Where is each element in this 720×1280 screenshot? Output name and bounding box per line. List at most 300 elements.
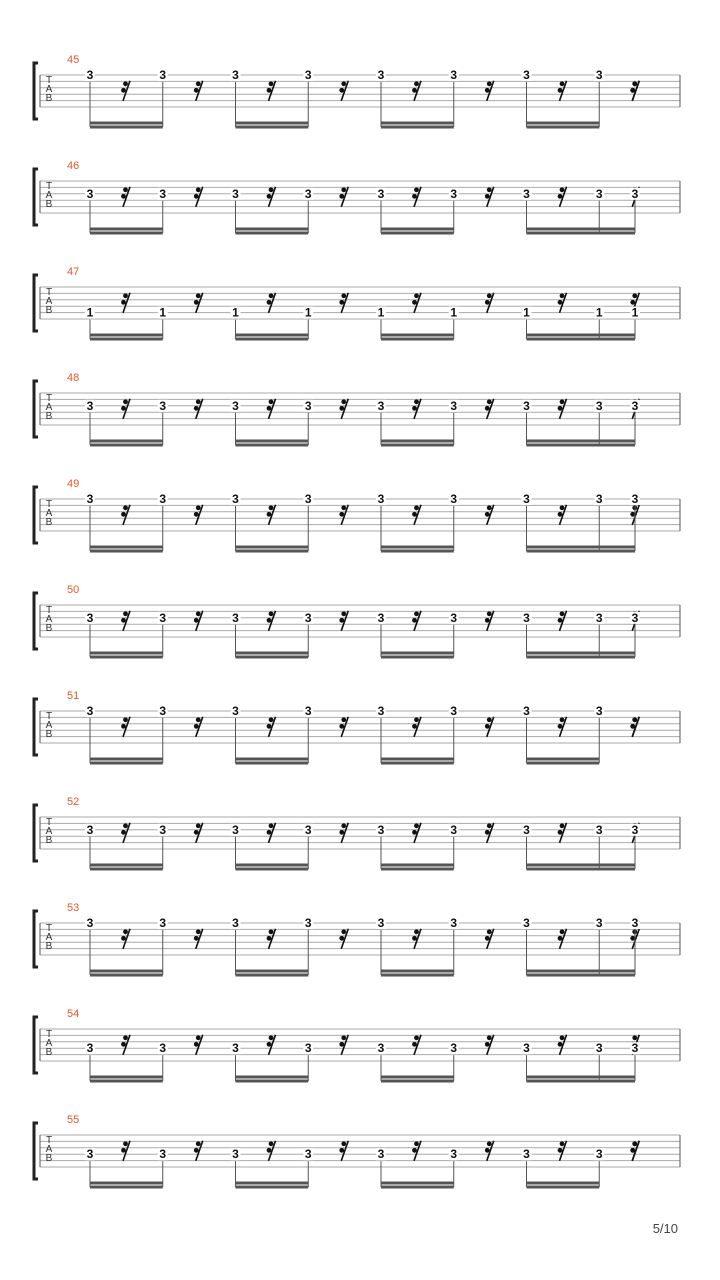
sixteenth-rest-dot (267, 936, 272, 941)
sixteenth-rest-dot (196, 187, 201, 192)
beam-secondary (90, 232, 163, 235)
fret-number: 3 (450, 398, 458, 413)
fret-number: 3 (450, 68, 458, 82)
sixteenth-rest-dot (196, 611, 201, 616)
fret-number: 3 (377, 492, 385, 506)
fret-number: 1 (523, 305, 530, 320)
sixteenth-rest-dot (487, 399, 492, 404)
beam-secondary (527, 1080, 636, 1083)
tab-clef-letter: A (45, 614, 53, 625)
measure-number: 51 (67, 690, 80, 702)
sixteenth-rest-dot (269, 293, 274, 298)
fret-number: 3 (377, 704, 385, 718)
beam-primary (236, 228, 309, 231)
sixteenth-rest-dot (412, 936, 417, 941)
tab-clef-letter: T (45, 181, 53, 192)
fret-number: 3 (86, 68, 94, 82)
system-bracket (34, 63, 38, 119)
sixteenth-rest-dot (123, 1035, 128, 1040)
beam-secondary (236, 762, 309, 765)
beam-secondary (236, 656, 309, 659)
sixteenth-rest-dot (487, 1035, 492, 1040)
beam-secondary (236, 444, 309, 447)
system-bracket (34, 1123, 38, 1179)
sixteenth-rest-dot (485, 724, 490, 729)
sixteenth-rest-dot (267, 724, 272, 729)
tab-clef-letter: A (45, 190, 53, 201)
sixteenth-rest-dot (412, 830, 417, 835)
sixteenth-rest-dot (558, 406, 563, 411)
beam-secondary (527, 656, 636, 659)
sixteenth-rest-dot (630, 1148, 635, 1153)
fret-number: 3 (595, 492, 603, 506)
measure-number: 55 (67, 1114, 80, 1126)
sixteenth-rest-dot (267, 830, 272, 835)
sixteenth-rest-dot (196, 823, 201, 828)
sixteenth-rest-dot (414, 823, 419, 828)
fret-number: 3 (159, 1041, 167, 1056)
beam-primary (527, 440, 636, 443)
fret-number: 3 (159, 68, 167, 82)
fret-number: 3 (595, 916, 603, 930)
beam-primary (90, 334, 163, 337)
tab-clef-letter: B (45, 93, 53, 104)
measure-number: 54 (67, 1008, 80, 1020)
tab-clef-letter: B (45, 835, 53, 846)
sixteenth-rest-dot (630, 300, 635, 305)
fret-number: 3 (304, 822, 312, 837)
fret-number: 3 (304, 916, 312, 930)
sixteenth-rest-dot (558, 830, 563, 835)
beam-primary (527, 122, 600, 125)
sixteenth-rest-dot (485, 88, 490, 93)
sixteenth-rest-dot (412, 88, 417, 93)
sixteenth-rest-dot (194, 936, 199, 941)
fret-number: 3 (450, 186, 458, 201)
beam-primary (236, 652, 309, 655)
sixteenth-rest-dot (632, 1035, 637, 1040)
system-bracket (34, 275, 38, 331)
beam-secondary (90, 444, 163, 447)
tab-clef-letter: T (45, 499, 53, 510)
tab-clef-letter: A (45, 826, 53, 837)
sixteenth-rest-dot (196, 81, 201, 86)
sixteenth-rest-dot (560, 505, 565, 510)
beam-secondary (527, 1186, 600, 1189)
measure-number: 48 (67, 372, 80, 384)
sixteenth-rest-dot (267, 88, 272, 93)
fret-number: 3 (232, 704, 239, 718)
beam-primary (381, 1076, 454, 1079)
beam-secondary (236, 974, 309, 977)
fret-number: 3 (377, 822, 385, 837)
beam-primary (527, 864, 636, 867)
fret-number: 3 (450, 822, 458, 837)
sixteenth-rest-dot (558, 300, 563, 305)
tab-clef-letter: B (45, 1153, 53, 1164)
sixteenth-rest-dot (341, 1035, 346, 1040)
sixteenth-rest-dot (414, 187, 419, 192)
sixteenth-rest-dot (341, 81, 346, 86)
sixteenth-rest-dot (560, 187, 565, 192)
sixteenth-rest-dot (194, 406, 199, 411)
beam-secondary (90, 1186, 163, 1189)
tab-clef-letter: T (45, 817, 53, 828)
sixteenth-rest-dot (560, 717, 565, 722)
fret-number: 3 (86, 492, 94, 506)
fret-number: 3 (86, 822, 94, 837)
measure-number: 47 (67, 266, 80, 278)
fret-number: 3 (159, 1147, 167, 1162)
beam-secondary (90, 974, 163, 977)
sixteenth-rest-dot (341, 717, 346, 722)
sixteenth-rest-dot (267, 300, 272, 305)
sixteenth-rest-dot (269, 1141, 274, 1146)
sixteenth-rest-dot (121, 724, 126, 729)
fret-number: 3 (159, 916, 167, 930)
sixteenth-rest-dot (269, 505, 274, 510)
tab-clef-letter: T (45, 605, 53, 616)
beam-primary (236, 122, 309, 125)
fret-number: 3 (631, 916, 639, 930)
fret-number: 3 (595, 704, 603, 718)
sixteenth-rest-dot (123, 823, 128, 828)
sixteenth-rest-dot (339, 830, 344, 835)
fret-number: 3 (86, 610, 94, 625)
sixteenth-rest-dot (269, 611, 274, 616)
sixteenth-rest-dot (121, 1042, 126, 1047)
fret-number: 3 (86, 186, 94, 201)
fret-number: 3 (159, 704, 167, 718)
fret-number: 3 (595, 186, 603, 201)
fret-number: 3 (631, 186, 639, 201)
fret-number: 3 (523, 1147, 530, 1162)
sixteenth-rest-dot (267, 512, 272, 517)
sixteenth-rest-dot (414, 1035, 419, 1040)
beam-primary (236, 864, 309, 867)
fret-number: 3 (631, 1041, 639, 1056)
fret-number: 3 (595, 68, 603, 82)
sixteenth-rest-dot (487, 187, 492, 192)
beam-primary (236, 546, 309, 549)
fret-number: 3 (631, 822, 639, 837)
fret-number: 3 (86, 1041, 94, 1056)
beam-secondary (236, 232, 309, 235)
beam-primary (90, 1076, 163, 1079)
system-bracket (34, 911, 38, 967)
beam-secondary (236, 1080, 309, 1083)
sixteenth-rest-dot (196, 1035, 201, 1040)
sixteenth-rest-dot (487, 81, 492, 86)
beam-secondary (90, 126, 163, 129)
sixteenth-rest-dot (412, 406, 417, 411)
system-bracket (34, 487, 38, 543)
tab-clef-letter: B (45, 517, 53, 528)
fret-number: 3 (450, 1147, 458, 1162)
sixteenth-rest-dot (339, 300, 344, 305)
fret-number: 1 (631, 305, 639, 320)
sixteenth-rest-dot (339, 618, 344, 623)
sixteenth-rest-dot (341, 399, 346, 404)
fret-number: 3 (523, 492, 530, 506)
measure-number: 49 (67, 478, 80, 490)
beam-primary (236, 440, 309, 443)
sixteenth-rest-dot (414, 81, 419, 86)
tab-clef-letter: T (45, 393, 53, 404)
sixteenth-rest-dot (632, 81, 637, 86)
fret-number: 3 (631, 610, 639, 625)
sixteenth-rest-dot (487, 717, 492, 722)
fret-number: 3 (377, 916, 385, 930)
fret-number: 3 (450, 916, 458, 930)
sixteenth-rest-dot (558, 512, 563, 517)
sixteenth-rest-dot (414, 293, 419, 298)
sixteenth-rest-dot (412, 194, 417, 199)
beam-secondary (90, 338, 163, 341)
beam-secondary (527, 232, 636, 235)
sixteenth-rest-dot (267, 1148, 272, 1153)
sixteenth-rest-dot (123, 929, 128, 934)
sixteenth-rest-dot (485, 1042, 490, 1047)
beam-primary (381, 440, 454, 443)
fret-number: 3 (159, 398, 167, 413)
beam-secondary (381, 762, 454, 765)
fret-number: 3 (523, 916, 530, 930)
fret-number: 1 (304, 305, 312, 320)
sixteenth-rest-dot (123, 399, 128, 404)
tab-clef-letter: B (45, 729, 53, 740)
beam-primary (236, 970, 309, 973)
sixteenth-rest-dot (196, 293, 201, 298)
tab-clef-letter: A (45, 402, 53, 413)
sixteenth-rest-dot (196, 399, 201, 404)
measure-number: 50 (67, 584, 80, 596)
sixteenth-rest-dot (123, 1141, 128, 1146)
beam-secondary (381, 1186, 454, 1189)
beam-secondary (90, 762, 163, 765)
beam-primary (90, 1182, 163, 1185)
fret-number: 3 (377, 68, 385, 82)
sixteenth-rest-dot (194, 88, 199, 93)
beam-primary (527, 334, 636, 337)
sixteenth-rest-dot (196, 1141, 201, 1146)
sixteenth-rest-dot (121, 406, 126, 411)
system-bracket (34, 1017, 38, 1073)
beam-secondary (90, 550, 163, 553)
tab-clef-letter: A (45, 720, 53, 731)
tab-clef-letter: T (45, 1029, 53, 1040)
fret-number: 3 (304, 610, 312, 625)
fret-number: 1 (86, 305, 94, 320)
sixteenth-rest-dot (196, 929, 201, 934)
sixteenth-rest-dot (412, 618, 417, 623)
beam-primary (381, 546, 454, 549)
sixteenth-rest-dot (485, 194, 490, 199)
tab-clef-letter: T (45, 1135, 53, 1146)
tab-clef-letter: T (45, 711, 53, 722)
sixteenth-rest-dot (121, 830, 126, 835)
sixteenth-rest-dot (414, 399, 419, 404)
sixteenth-rest-dot (414, 611, 419, 616)
fret-number: 3 (450, 704, 458, 718)
beam-primary (381, 758, 454, 761)
beam-primary (381, 228, 454, 231)
beam-primary (381, 1182, 454, 1185)
beam-primary (90, 758, 163, 761)
measure-number: 46 (67, 160, 80, 172)
sixteenth-rest-dot (269, 399, 274, 404)
beam-secondary (527, 338, 636, 341)
sixteenth-rest-dot (341, 187, 346, 192)
tab-clef-letter: T (45, 287, 53, 298)
sixteenth-rest-dot (339, 1148, 344, 1153)
sixteenth-rest-dot (123, 505, 128, 510)
measure-number: 52 (67, 796, 80, 808)
sixteenth-rest-dot (487, 1141, 492, 1146)
sixteenth-rest-dot (123, 717, 128, 722)
fret-number: 3 (232, 68, 239, 82)
beam-primary (527, 1076, 636, 1079)
sixteenth-rest-dot (485, 618, 490, 623)
beam-secondary (236, 126, 309, 129)
sixteenth-rest-dot (341, 505, 346, 510)
beam-secondary (527, 868, 636, 871)
beam-secondary (527, 974, 636, 977)
beam-secondary (236, 338, 309, 341)
sixteenth-rest-dot (487, 505, 492, 510)
fret-number: 3 (304, 704, 312, 718)
fret-number: 3 (232, 916, 239, 930)
sixteenth-rest-dot (632, 293, 637, 298)
sixteenth-rest-dot (194, 830, 199, 835)
sixteenth-rest-dot (630, 88, 635, 93)
beam-primary (90, 546, 163, 549)
sixteenth-rest-dot (630, 936, 635, 941)
beam-primary (381, 970, 454, 973)
sixteenth-rest-dot (341, 823, 346, 828)
fret-number: 3 (304, 1147, 312, 1162)
beam-primary (527, 546, 636, 549)
beam-primary (90, 652, 163, 655)
beam-secondary (527, 550, 636, 553)
fret-number: 3 (523, 68, 530, 82)
beam-secondary (381, 232, 454, 235)
beam-secondary (236, 550, 309, 553)
sixteenth-rest-dot (560, 823, 565, 828)
beam-primary (236, 334, 309, 337)
fret-number: 3 (595, 1147, 603, 1162)
fret-number: 3 (232, 822, 239, 837)
beam-primary (236, 1076, 309, 1079)
sixteenth-rest-dot (339, 1042, 344, 1047)
sixteenth-rest-dot (630, 512, 635, 517)
fret-number: 3 (523, 186, 530, 201)
fret-number: 3 (377, 186, 385, 201)
sixteenth-rest-dot (267, 406, 272, 411)
sixteenth-rest-dot (560, 81, 565, 86)
sixteenth-rest-dot (269, 187, 274, 192)
tab-clef-letter: A (45, 84, 53, 95)
fret-number: 3 (523, 398, 530, 413)
beam-primary (527, 652, 636, 655)
tab-clef-letter: B (45, 305, 53, 316)
sixteenth-rest-dot (339, 88, 344, 93)
fret-number: 3 (304, 492, 312, 506)
sixteenth-rest-dot (485, 936, 490, 941)
beam-secondary (381, 550, 454, 553)
fret-number: 3 (450, 610, 458, 625)
sixteenth-rest-dot (121, 512, 126, 517)
fret-number: 3 (523, 610, 530, 625)
beam-primary (236, 758, 309, 761)
beam-primary (527, 1182, 600, 1185)
fret-number: 3 (450, 1041, 458, 1056)
tab-clef-letter: T (45, 75, 53, 86)
sixteenth-rest-dot (196, 505, 201, 510)
sixteenth-rest-dot (339, 512, 344, 517)
sixteenth-rest-dot (121, 88, 126, 93)
system-bracket (34, 169, 38, 225)
tab-clef-letter: B (45, 411, 53, 422)
sixteenth-rest-dot (487, 823, 492, 828)
sixteenth-rest-dot (194, 1042, 199, 1047)
sixteenth-rest-dot (412, 1042, 417, 1047)
sixteenth-rest-dot (341, 293, 346, 298)
system-bracket (34, 805, 38, 861)
sixteenth-rest-dot (269, 717, 274, 722)
fret-number: 1 (450, 305, 458, 320)
measure-number: 53 (67, 902, 80, 914)
sixteenth-rest-dot (194, 618, 199, 623)
system-bracket (34, 381, 38, 437)
sixteenth-rest-dot (339, 194, 344, 199)
page-number: 5/10 (652, 1221, 678, 1236)
fret-number: 3 (595, 610, 603, 625)
sixteenth-rest-dot (341, 1141, 346, 1146)
fret-number: 3 (159, 186, 167, 201)
beam-primary (381, 652, 454, 655)
sixteenth-rest-dot (267, 1042, 272, 1047)
fret-number: 3 (595, 822, 603, 837)
sixteenth-rest-dot (194, 300, 199, 305)
fret-number: 3 (232, 1041, 239, 1056)
sixteenth-rest-dot (558, 194, 563, 199)
fret-number: 3 (232, 398, 239, 413)
sixteenth-rest-dot (558, 618, 563, 623)
fret-number: 3 (523, 704, 530, 718)
fret-number: 3 (159, 822, 167, 837)
beam-secondary (381, 338, 454, 341)
sixteenth-rest-dot (487, 929, 492, 934)
sixteenth-rest-dot (485, 406, 490, 411)
fret-number: 3 (595, 1041, 603, 1056)
beam-secondary (381, 444, 454, 447)
fret-number: 3 (232, 186, 239, 201)
beam-secondary (381, 126, 454, 129)
sixteenth-rest-dot (487, 293, 492, 298)
sixteenth-rest-dot (558, 1148, 563, 1153)
sixteenth-rest-dot (121, 300, 126, 305)
sixteenth-rest-dot (269, 929, 274, 934)
sixteenth-rest-dot (558, 724, 563, 729)
beam-secondary (381, 1080, 454, 1083)
sixteenth-rest-dot (558, 936, 563, 941)
fret-number: 3 (232, 1147, 239, 1162)
sixteenth-rest-dot (632, 717, 637, 722)
beam-primary (527, 970, 636, 973)
sixteenth-rest-dot (558, 1042, 563, 1047)
beam-secondary (90, 1080, 163, 1083)
